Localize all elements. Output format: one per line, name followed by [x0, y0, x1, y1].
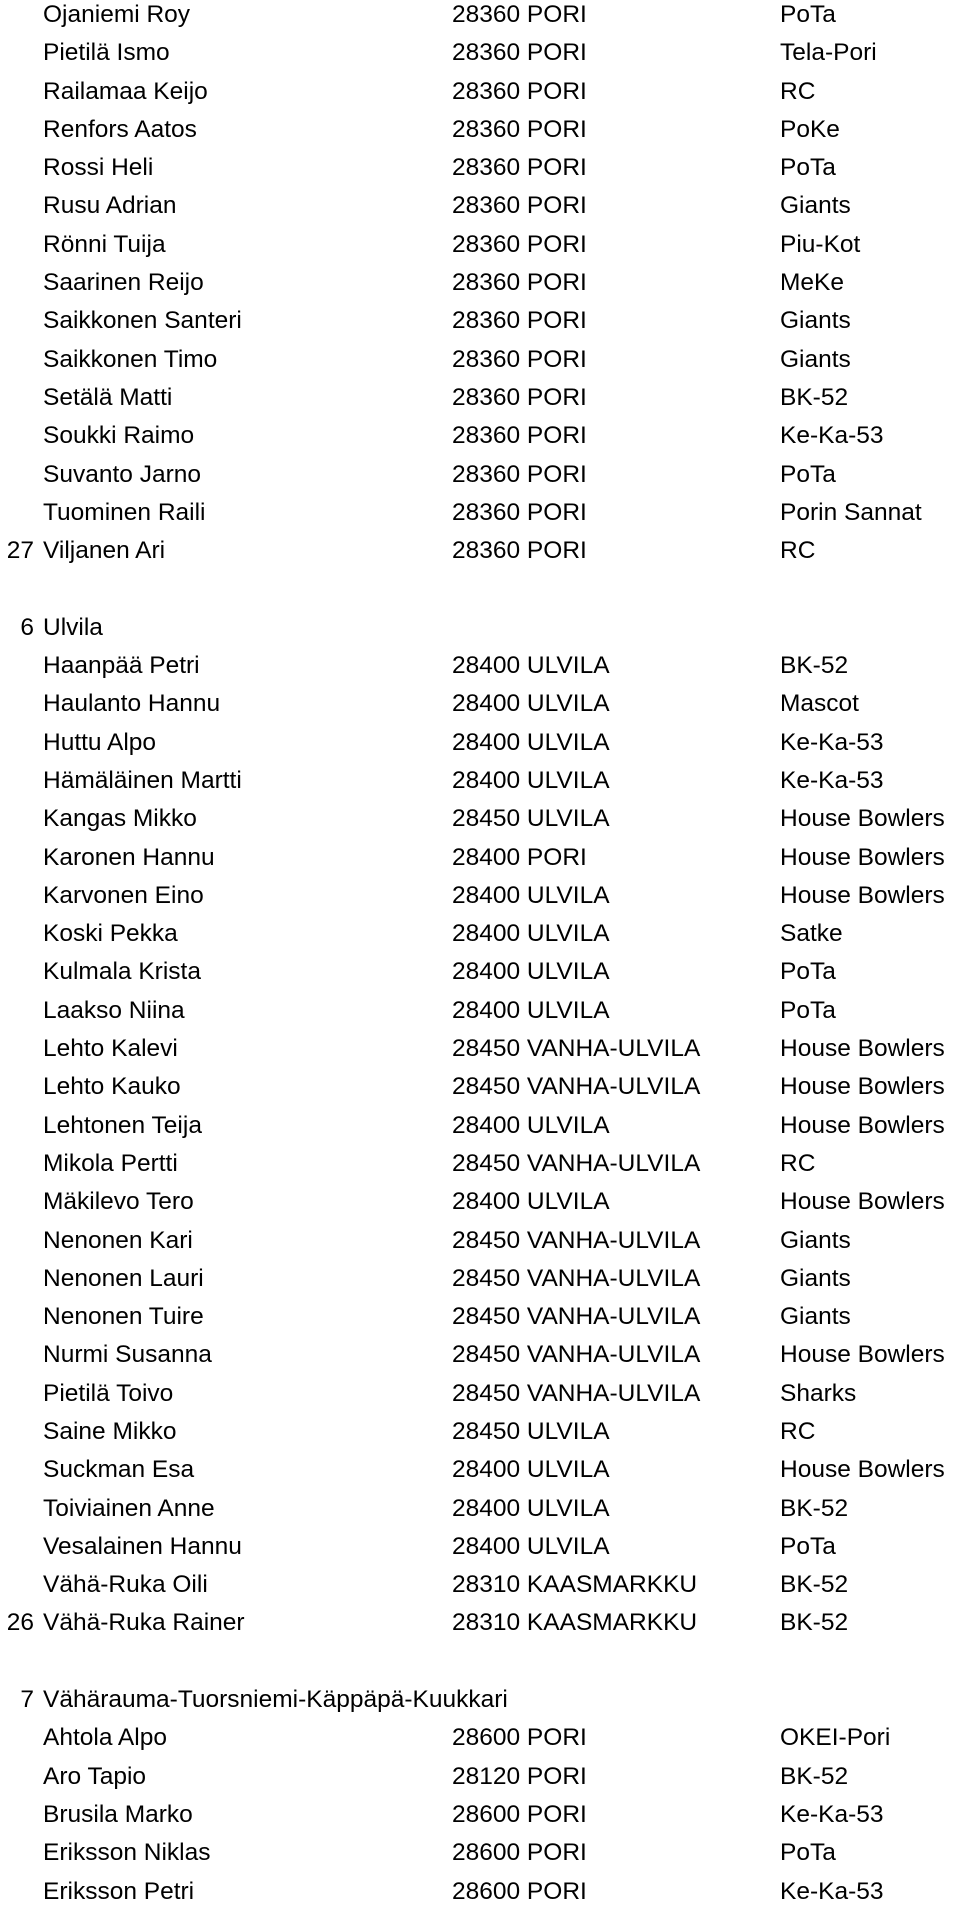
member-address: 28360 PORI — [452, 1, 587, 28]
district-title: Ulvila — [43, 613, 103, 641]
member-club: Ke-Ka-53 — [780, 1800, 884, 1828]
member-name: Nenonen Tuire — [43, 1303, 204, 1331]
member-club: PoTa — [780, 1532, 836, 1560]
member-address: 28450 ULVILA — [452, 805, 610, 833]
member-row — [0, 1413, 960, 1451]
member-address: 28600 PORI — [452, 1877, 587, 1905]
district-number: 7 — [20, 1686, 34, 1714]
member-address: 28400 ULVILA — [452, 766, 610, 794]
member-club: Porin Sannat — [780, 498, 922, 526]
member-club: PoTa — [780, 460, 836, 488]
member-club: Ke-Ka-53 — [780, 766, 884, 794]
member-row — [0, 34, 960, 72]
member-club: Giants — [780, 1264, 851, 1292]
member-name: Vähä-Ruka Rainer — [43, 1609, 245, 1637]
member-name: Haanpää Petri — [43, 652, 200, 680]
member-club: Tela-Pori — [780, 39, 877, 67]
member-row — [0, 1183, 960, 1221]
member-address: 28360 PORI — [452, 422, 587, 450]
member-club: Satke — [780, 920, 843, 948]
member-name: Saine Mikko — [43, 1417, 177, 1445]
district-section — [0, 609, 960, 1643]
member-row — [0, 456, 960, 494]
member-club: House Bowlers — [780, 1456, 945, 1484]
member-address: 28400 ULVILA — [452, 958, 610, 986]
member-name: Haulanto Hannu — [43, 690, 221, 718]
district-title: Vähärauma-Tuorsniemi-Käppäpä-Kuukkari — [43, 1686, 508, 1714]
member-row — [0, 1222, 960, 1260]
section-spacer — [0, 570, 960, 608]
member-club: Giants — [780, 1226, 851, 1254]
member-club: RC — [780, 1417, 816, 1445]
member-row — [0, 1528, 960, 1566]
member-name: Railamaa Keijo — [43, 77, 208, 105]
member-name: Ahtola Alpo — [43, 1724, 167, 1752]
member-row — [0, 1834, 960, 1872]
district-heading — [0, 609, 960, 647]
member-address: 28450 VANHA-ULVILA — [452, 1226, 701, 1254]
member-club: OKEI-Pori — [780, 1724, 891, 1752]
member-row — [0, 1796, 960, 1834]
member-name: Eriksson Petri — [43, 1877, 195, 1905]
member-row — [0, 73, 960, 111]
member-club: Ke-Ka-53 — [780, 422, 884, 450]
section-spacer — [0, 1643, 960, 1681]
member-name: Hämäläinen Martti — [43, 766, 242, 794]
member-row — [0, 724, 960, 762]
member-club: Giants — [780, 307, 851, 335]
member-club: Giants — [780, 192, 851, 220]
member-name: Brusila Marko — [43, 1800, 193, 1828]
member-name: Nenonen Kari — [43, 1226, 193, 1254]
member-address: 28400 ULVILA — [452, 1188, 610, 1216]
member-row — [0, 1873, 960, 1911]
district-number: 6 — [20, 613, 34, 641]
member-row — [0, 341, 960, 379]
member-club: House Bowlers — [780, 1111, 945, 1139]
member-club: Giants — [780, 345, 851, 373]
district-heading — [0, 1681, 960, 1719]
member-name: Mikola Pertti — [43, 1149, 178, 1177]
member-address: 28450 VANHA-ULVILA — [452, 1264, 701, 1292]
member-name: Saarinen Reijo — [43, 269, 204, 297]
member-count: 27 — [6, 537, 34, 565]
district-section — [0, 0, 960, 570]
member-address: 28450 ULVILA — [452, 1417, 610, 1445]
member-address: 28120 PORI — [452, 1762, 587, 1790]
member-row — [0, 647, 960, 685]
member-club: Ke-Ka-53 — [780, 1877, 884, 1905]
member-row — [0, 685, 960, 723]
member-club: Mascot — [780, 690, 859, 718]
member-address: 28600 PORI — [452, 1724, 587, 1752]
member-club: Sharks — [780, 1379, 857, 1407]
member-name: Kangas Mikko — [43, 805, 197, 833]
member-club: Ke-Ka-53 — [780, 728, 884, 756]
member-address: 28600 PORI — [452, 1839, 587, 1867]
member-name: Rönni Tuija — [43, 230, 166, 258]
member-address: 28360 PORI — [452, 269, 587, 297]
member-address: 28450 VANHA-ULVILA — [452, 1035, 701, 1063]
member-name: Renfors Aatos — [43, 115, 197, 143]
member-name: Karvonen Eino — [43, 881, 204, 909]
district-section — [0, 1681, 960, 1911]
member-club: RC — [780, 77, 816, 105]
member-club: House Bowlers — [780, 1341, 945, 1369]
member-address: 28360 PORI — [452, 154, 587, 182]
member-row — [0, 1298, 960, 1336]
member-address: 28450 VANHA-ULVILA — [452, 1341, 701, 1369]
member-name: Lehto Kalevi — [43, 1035, 178, 1063]
member-club: House Bowlers — [780, 1188, 945, 1216]
member-name: Karonen Hannu — [43, 843, 215, 871]
member-name: Suckman Esa — [43, 1456, 195, 1484]
member-address: 28360 PORI — [452, 460, 587, 488]
member-club: BK-52 — [780, 652, 849, 680]
member-address: 28400 PORI — [452, 843, 587, 871]
member-row — [0, 1490, 960, 1528]
member-address: 28400 ULVILA — [452, 881, 610, 909]
member-row — [0, 1758, 960, 1796]
member-row — [0, 264, 960, 302]
member-name: Vähä-Ruka Oili — [43, 1571, 208, 1599]
member-row — [0, 1145, 960, 1183]
member-address: 28360 PORI — [452, 39, 587, 67]
member-club: PoTa — [780, 1839, 836, 1867]
member-name: Kulmala Krista — [43, 958, 201, 986]
member-row — [0, 762, 960, 800]
member-address: 28400 ULVILA — [452, 728, 610, 756]
member-row — [0, 149, 960, 187]
member-club: PoTa — [780, 1, 836, 28]
member-address: 28360 PORI — [452, 192, 587, 220]
member-club: BK-52 — [780, 1571, 849, 1599]
member-club: PoTa — [780, 154, 836, 182]
member-name: Rossi Heli — [43, 154, 154, 182]
member-name: Nenonen Lauri — [43, 1264, 204, 1292]
member-name: Koski Pekka — [43, 920, 178, 948]
member-club: RC — [780, 537, 816, 565]
member-name: Saikkonen Timo — [43, 345, 218, 373]
member-club: BK-52 — [780, 1762, 849, 1790]
member-club: PoTa — [780, 996, 836, 1024]
member-name: Laakso Niina — [43, 996, 185, 1024]
member-address: 28400 ULVILA — [452, 652, 610, 680]
member-address: 28310 KAASMARKKU — [452, 1571, 698, 1599]
member-club: BK-52 — [780, 1609, 849, 1637]
member-club: House Bowlers — [780, 1035, 945, 1063]
member-address: 28600 PORI — [452, 1800, 587, 1828]
member-row — [0, 111, 960, 149]
member-club: PoTa — [780, 958, 836, 986]
member-club: House Bowlers — [780, 843, 945, 871]
member-address: 28360 PORI — [452, 537, 587, 565]
member-row — [0, 877, 960, 915]
member-address: 28450 VANHA-ULVILA — [452, 1149, 701, 1177]
member-row — [0, 532, 960, 570]
member-name: Soukki Raimo — [43, 422, 195, 450]
member-address: 28400 ULVILA — [452, 996, 610, 1024]
member-row — [0, 915, 960, 953]
member-name: Toiviainen Anne — [43, 1494, 215, 1522]
member-count: 26 — [6, 1609, 34, 1637]
member-address: 28400 ULVILA — [452, 1456, 610, 1484]
member-address: 28360 PORI — [452, 498, 587, 526]
member-name: Vesalainen Hannu — [43, 1532, 242, 1560]
member-address: 28400 ULVILA — [452, 1532, 610, 1560]
member-address: 28360 PORI — [452, 77, 587, 105]
member-address: 28450 VANHA-ULVILA — [452, 1379, 701, 1407]
member-row — [0, 302, 960, 340]
member-address: 28310 KAASMARKKU — [452, 1609, 698, 1637]
member-club: RC — [780, 1149, 816, 1177]
member-address: 28400 ULVILA — [452, 1111, 610, 1139]
member-address: 28400 ULVILA — [452, 1494, 610, 1522]
member-name: Huttu Alpo — [43, 728, 157, 756]
member-address: 28360 PORI — [452, 115, 587, 143]
member-row — [0, 1604, 960, 1642]
member-row — [0, 1107, 960, 1145]
member-club: BK-52 — [780, 1494, 849, 1522]
member-club: Giants — [780, 1303, 851, 1331]
member-name: Ojaniemi Roy — [43, 1, 191, 28]
member-name: Lehto Kauko — [43, 1073, 181, 1101]
member-name: Viljanen Ari — [43, 537, 166, 565]
member-club: MeKe — [780, 269, 845, 297]
member-row — [0, 1719, 960, 1757]
member-row — [0, 1566, 960, 1604]
member-address: 28360 PORI — [452, 230, 587, 258]
member-row — [0, 1336, 960, 1374]
member-row — [0, 1030, 960, 1068]
member-row — [0, 839, 960, 877]
member-name: Saikkonen Santeri — [43, 307, 242, 335]
member-row — [0, 800, 960, 838]
member-address: 28450 VANHA-ULVILA — [452, 1073, 701, 1101]
member-address: 28360 PORI — [452, 383, 587, 411]
member-row — [0, 0, 960, 34]
member-name: Suvanto Jarno — [43, 460, 201, 488]
member-address: 28360 PORI — [452, 307, 587, 335]
member-row — [0, 992, 960, 1030]
member-name: Mäkilevo Tero — [43, 1188, 194, 1216]
member-club: House Bowlers — [780, 1073, 945, 1101]
member-address: 28400 ULVILA — [452, 920, 610, 948]
member-row — [0, 1068, 960, 1106]
member-name: Eriksson Niklas — [43, 1839, 211, 1867]
member-name: Tuominen Raili — [43, 498, 206, 526]
member-name: Rusu Adrian — [43, 192, 177, 220]
member-club: House Bowlers — [780, 881, 945, 909]
member-club: PoKe — [780, 115, 840, 143]
member-row — [0, 494, 960, 532]
member-name: Pietilä Ismo — [43, 39, 170, 67]
member-address: 28360 PORI — [452, 345, 587, 373]
member-name: Pietilä Toivo — [43, 1379, 174, 1407]
member-address: 28450 VANHA-ULVILA — [452, 1303, 701, 1331]
member-row — [0, 1451, 960, 1489]
member-club: House Bowlers — [780, 805, 945, 833]
member-row — [0, 417, 960, 455]
member-row — [0, 379, 960, 417]
member-name: Lehtonen Teija — [43, 1111, 202, 1139]
member-row — [0, 1375, 960, 1413]
member-name: Setälä Matti — [43, 383, 173, 411]
member-row — [0, 187, 960, 225]
member-address: 28400 ULVILA — [452, 690, 610, 718]
member-club: BK-52 — [780, 383, 849, 411]
member-row — [0, 953, 960, 991]
member-row — [0, 226, 960, 264]
member-name: Nurmi Susanna — [43, 1341, 212, 1369]
member-name: Aro Tapio — [43, 1762, 147, 1790]
member-row — [0, 1260, 960, 1298]
member-club: Piu-Kot — [780, 230, 861, 258]
